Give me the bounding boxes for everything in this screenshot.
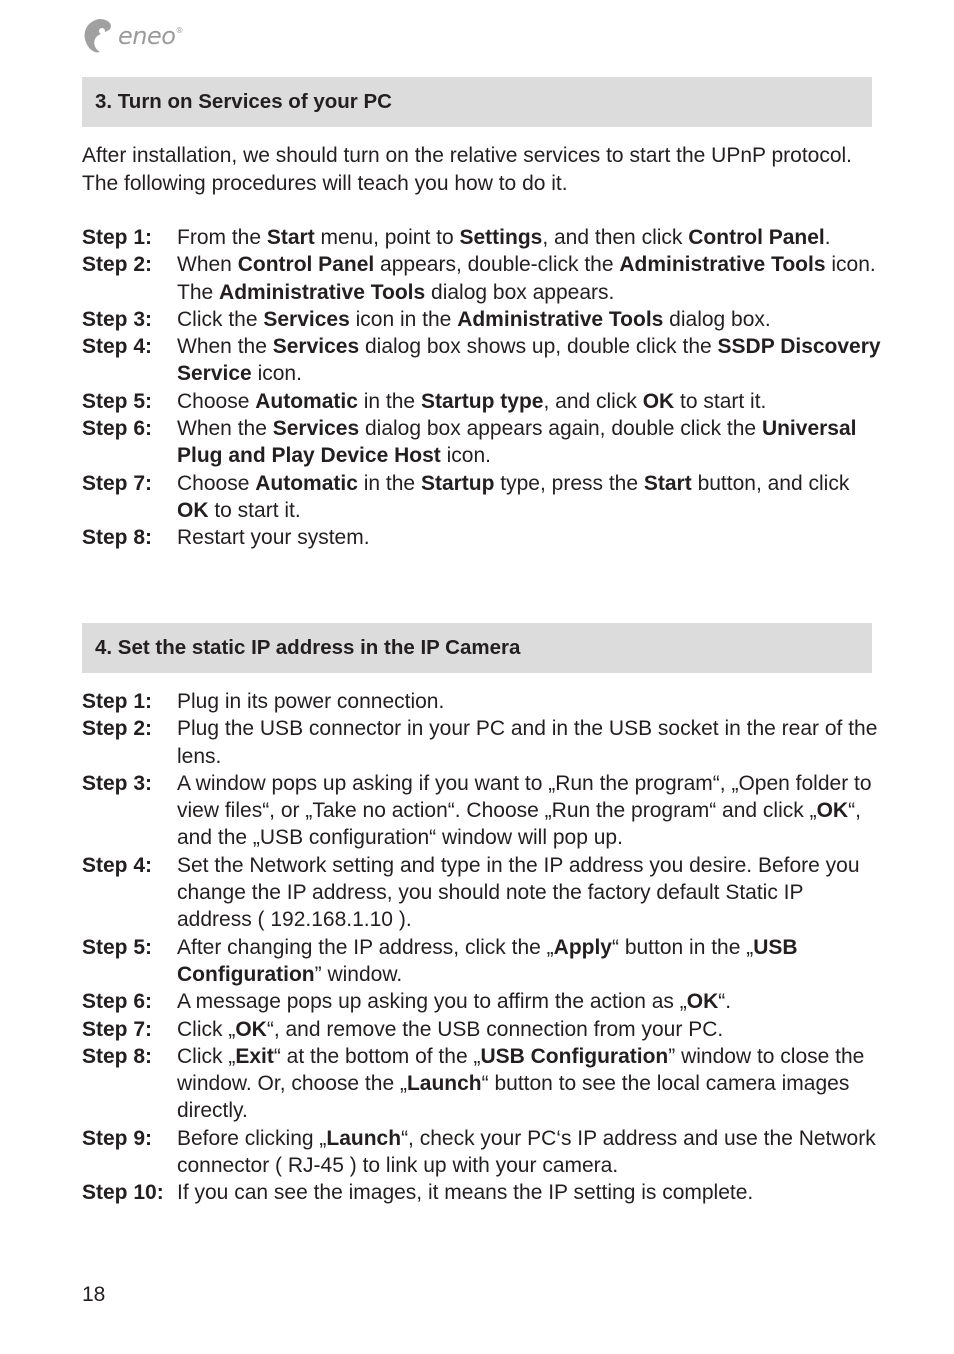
step-text-run: ” window. bbox=[314, 962, 403, 986]
step-text-bold: Start bbox=[266, 226, 315, 249]
step-label: Step 4: bbox=[82, 853, 153, 877]
step-text-run: icon. The bbox=[177, 253, 876, 304]
step-item bbox=[82, 224, 882, 251]
step-text-run: Plug the USB connector in your PC and in the USB socket in the rear of the lens. bbox=[177, 717, 878, 768]
step-text-bold: Apply bbox=[553, 935, 612, 959]
step-item bbox=[82, 470, 882, 525]
step-text-run: . bbox=[824, 226, 831, 249]
step-text-run: Before clicking „ bbox=[177, 1126, 327, 1150]
step-text-run: “, and remove the USB connection from your PC. bbox=[266, 1017, 724, 1041]
step-text-run: icon. bbox=[251, 362, 302, 386]
step-item bbox=[82, 988, 882, 1015]
step-label: Step 7: bbox=[82, 1017, 153, 1041]
step-text-run: When bbox=[177, 253, 238, 277]
step-text-run: , and then click bbox=[542, 226, 689, 249]
step-text-run: Set the Network setting and type in the IP address you desire. Before you change the IP address, you should note the factory default Static IP address ( 192.168.1.10 ). bbox=[177, 853, 860, 932]
step-label: Step 6: bbox=[82, 417, 153, 441]
step-text-run: “ button in the „ bbox=[612, 935, 754, 959]
step-text bbox=[177, 415, 882, 470]
step-text bbox=[177, 688, 882, 715]
step-text-bold: Settings bbox=[459, 226, 543, 249]
step-text bbox=[177, 470, 882, 525]
step-text-run: to start it. bbox=[208, 498, 301, 522]
step-text-run: , and click bbox=[543, 389, 643, 413]
step-text bbox=[177, 251, 882, 306]
step-label: Step 2: bbox=[82, 717, 153, 741]
step-text bbox=[177, 1016, 882, 1043]
step-text-bold: Launch bbox=[406, 1072, 482, 1096]
step-label: Step 8: bbox=[82, 1044, 153, 1068]
step-text bbox=[177, 224, 882, 251]
step-text-run: Click „ bbox=[177, 1044, 236, 1068]
step-text-run: “ button to see the local camera images directly. bbox=[177, 1072, 850, 1123]
step-text-run: button, and click bbox=[691, 471, 850, 495]
step-text-run: A window pops up asking if you want to „Run the program“, „Open folder to view files“, or „Take no action“. Choose „Run the program“ and click „ bbox=[177, 771, 872, 823]
step-text-bold: Launch bbox=[326, 1126, 402, 1150]
step-text-run: “, and the „USB configuration“ window will pop up. bbox=[177, 799, 861, 850]
step-text-run: ” window to close the window. Or, choose the „ bbox=[177, 1044, 865, 1096]
step-text-run: Restart your system. bbox=[177, 526, 370, 550]
step-text-run: “, check your PC‘s IP address and use the Network connector ( RJ-45 ) to link up with your camera. bbox=[177, 1126, 876, 1178]
step-text-bold: Services bbox=[272, 335, 360, 359]
step-text-bold: SSDP Discovery Service bbox=[177, 335, 881, 386]
step-text-run: dialog box. bbox=[663, 307, 771, 331]
step-label: Step 4: bbox=[82, 335, 153, 359]
step-text-bold: Start bbox=[643, 471, 692, 495]
step-text-run: in the bbox=[357, 471, 421, 495]
eneo-logo-text: eneo® bbox=[118, 22, 183, 50]
step-item bbox=[82, 1179, 882, 1206]
step-text bbox=[177, 988, 882, 1015]
step-text-bold: Administrative Tools bbox=[219, 280, 426, 304]
step-label: Step 2: bbox=[82, 253, 153, 277]
step-text bbox=[177, 333, 882, 388]
step-text-bold: Administrative Tools bbox=[457, 307, 664, 331]
step-text-bold: Automatic bbox=[255, 471, 358, 495]
step-text-run: When the bbox=[177, 335, 273, 359]
step-text-bold: OK bbox=[686, 990, 719, 1014]
step-text-bold: Services bbox=[272, 417, 360, 441]
section-4-step-list bbox=[82, 688, 882, 1207]
step-text bbox=[177, 306, 882, 333]
step-text-run: appears, double-click the bbox=[374, 253, 620, 277]
step-label: Step 7: bbox=[82, 471, 153, 495]
step-text-bold: Administrative Tools bbox=[619, 253, 826, 277]
step-text bbox=[177, 524, 882, 551]
step-text bbox=[177, 770, 882, 852]
step-label: Step 1: bbox=[82, 226, 153, 249]
step-item bbox=[82, 1125, 882, 1180]
step-item bbox=[82, 852, 882, 934]
step-text-run: dialog box appears again, double click the bbox=[359, 417, 762, 441]
step-text-bold: USB Configuration bbox=[480, 1044, 669, 1068]
step-text-run: From the bbox=[177, 226, 267, 249]
step-text-bold: OK bbox=[816, 799, 849, 823]
step-text bbox=[177, 1043, 882, 1125]
step-text-run: Choose bbox=[177, 389, 256, 413]
step-text-bold: USB Configuration bbox=[177, 935, 798, 986]
step-text-bold: OK bbox=[177, 498, 209, 522]
step-text-run: dialog box appears. bbox=[425, 280, 615, 304]
step-text-run: Click „ bbox=[177, 1017, 236, 1041]
step-label: Step 10: bbox=[82, 1181, 164, 1205]
step-label: Step 3: bbox=[82, 307, 153, 331]
eneo-logo bbox=[82, 16, 183, 56]
step-text-run: Plug in its power connection. bbox=[177, 690, 445, 713]
step-text-run: If you can see the images, it means the IP setting is complete. bbox=[177, 1181, 754, 1205]
step-text-run: menu, point to bbox=[314, 226, 460, 249]
step-text-bold: Universal Plug and Play Device Host bbox=[177, 417, 857, 468]
step-text-run: Choose bbox=[177, 471, 256, 495]
step-text-run: A message pops up asking you to affirm the action as „ bbox=[177, 990, 687, 1014]
section-3-step-list bbox=[82, 224, 882, 552]
step-label: Step 9: bbox=[82, 1126, 153, 1150]
step-item bbox=[82, 415, 882, 470]
step-text bbox=[177, 388, 882, 415]
step-text-run: Click the bbox=[177, 307, 264, 331]
step-item bbox=[82, 388, 882, 415]
step-text-run: When the bbox=[177, 417, 273, 441]
step-text-run: “ at the bottom of the „ bbox=[273, 1044, 481, 1068]
step-item bbox=[82, 1016, 882, 1043]
step-label: Step 1: bbox=[82, 690, 153, 713]
step-item bbox=[82, 306, 882, 333]
step-text-bold: Services bbox=[263, 307, 350, 331]
step-text-run: dialog box shows up, double click the bbox=[359, 335, 718, 359]
step-text-bold: OK bbox=[235, 1017, 267, 1041]
step-text-run: icon in the bbox=[349, 307, 458, 331]
step-text-run: After changing the IP address, click the „ bbox=[177, 935, 554, 959]
step-text-bold: Automatic bbox=[255, 389, 358, 413]
step-text-run: icon. bbox=[440, 444, 491, 468]
section-3-intro: After installation, we should turn on the relative services to start the UPnP protocol. The following procedures will teach you how to do it. bbox=[82, 144, 853, 195]
step-text-run: “. bbox=[718, 990, 732, 1014]
step-item bbox=[82, 688, 882, 715]
step-text-bold: Exit bbox=[235, 1044, 274, 1068]
step-label: Step 5: bbox=[82, 935, 153, 959]
step-item bbox=[82, 333, 882, 388]
step-text-run: in the bbox=[357, 389, 421, 413]
step-text-bold: Control Panel bbox=[688, 226, 825, 249]
step-text bbox=[177, 1179, 882, 1206]
page-number: 18 bbox=[82, 1283, 106, 1306]
step-item bbox=[82, 1043, 882, 1125]
step-label: Step 5: bbox=[82, 389, 153, 413]
step-label: Step 3: bbox=[82, 771, 153, 795]
step-text-run: to start it. bbox=[674, 389, 767, 413]
step-item bbox=[82, 715, 882, 770]
step-item bbox=[82, 770, 882, 852]
step-text-run: type, press the bbox=[494, 471, 644, 495]
section-4-heading: 4. Set the static IP address in the IP Camera bbox=[82, 623, 872, 673]
step-text-bold: Control Panel bbox=[237, 253, 375, 277]
step-text-bold: Startup type bbox=[420, 389, 544, 413]
step-text bbox=[177, 852, 882, 934]
step-item bbox=[82, 524, 882, 551]
step-text-bold: Startup bbox=[420, 471, 495, 495]
eneo-logo-icon bbox=[82, 17, 116, 55]
step-label: Step 6: bbox=[82, 990, 153, 1014]
step-item bbox=[82, 251, 882, 306]
step-text bbox=[177, 1125, 882, 1180]
step-text bbox=[177, 715, 882, 770]
step-label: Step 8: bbox=[82, 526, 153, 550]
section-3-heading: 3. Turn on Services of your PC bbox=[82, 77, 872, 127]
step-text bbox=[177, 934, 882, 989]
step-text-bold: OK bbox=[642, 389, 675, 413]
step-item bbox=[82, 934, 882, 989]
